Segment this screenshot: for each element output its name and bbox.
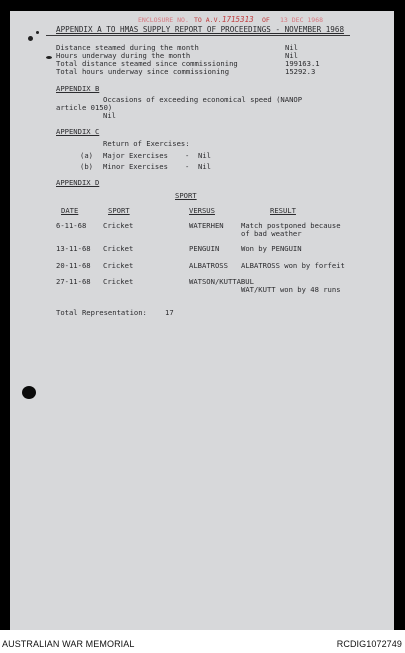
table-cell-result-cont: of bad weather [241,229,302,238]
footer-record-id: RCDIG1072749 [336,639,402,649]
appendix-c-heading: APPENDIX C [56,127,100,136]
punch-hole [22,386,36,399]
table-cell-sport: Cricket [103,221,134,230]
table-cell-date: 13-11-68 [56,244,91,253]
of-label: OF [262,16,270,24]
appendix-c-label-b: Minor Exercises [103,162,168,171]
appendix-c-dash-a: - [185,151,190,160]
to-av-label: TO A.V. [194,16,222,24]
appendix-a-label-3: Total hours underway since commissioning [56,67,230,76]
appendix-c-marker-b: (b) [80,162,93,171]
table-cell-sport: Cricket [103,277,134,286]
strike-line [46,35,350,36]
appendix-c-intro: Return of Exercises: [103,139,190,148]
table-cell-date: 20-11-68 [56,261,91,270]
table-cell-result: ALBATROSS won by forfeit [241,261,345,270]
av-number: 1715313 [222,15,254,24]
table-cell-date: 6-11-68 [56,221,87,230]
appendix-a-value-0: Nil [285,43,298,52]
appendix-a-value-2: 199163.1 [285,59,320,68]
stamp-date: 13 DEC 1968 [280,16,324,24]
footer-bar [0,630,405,653]
ink-speck [36,31,39,34]
appendix-b-heading: APPENDIX B [56,84,100,93]
table-cell-result: Won by PENGUIN [241,244,302,253]
appendix-a-label-2: Total distance steamed since commissioning [56,59,238,68]
appendix-b-line2: article 0150) [56,103,113,112]
sport-heading: SPORT [175,191,197,200]
table-cell-date: 27-11-68 [56,277,91,286]
table-cell-versus: ALBATROSS [189,261,228,270]
column-header-date: DATE [61,206,79,215]
table-cell-versus: PENGUIN [189,244,220,253]
appendix-d-heading: APPENDIX D [56,178,100,187]
appendix-c-value-a: Nil [198,151,211,160]
ink-speck [28,36,33,41]
column-header-versus: VERSUS [189,206,215,215]
appendix-c-value-b: Nil [198,162,211,171]
appendix-b-line1: Occasions of exceeding economical speed (NANOP [103,95,303,104]
appendix-c-marker-a: (a) [80,151,93,160]
total-representation-value: 17 [165,308,174,317]
total-representation-label: Total Representation: [56,308,147,317]
appendix-c-label-a: Major Exercises [103,151,168,160]
page-title: APPENDIX A TO HMAS SUPPLY REPORT OF PROCEEDINGS - NOVEMBER 1968 [56,25,345,34]
appendix-a-label-1: Hours underway during the month [56,51,191,60]
appendix-a-value-3: 15292.3 [285,67,316,76]
table-cell-result: Match postponed because [241,221,341,230]
table-cell-sport: Cricket [103,244,134,253]
appendix-a-value-1: Nil [285,51,298,60]
enclosure-label: ENCLOSURE NO. [138,16,189,24]
appendix-b-value: Nil [103,111,116,120]
table-cell-sport: Cricket [103,261,134,270]
ink-speck [46,56,52,59]
appendix-c-dash-b: - [185,162,190,171]
column-header-result: RESULT [270,206,296,215]
appendix-a-label-0: Distance steamed during the month [56,43,199,52]
table-cell-versus: WATSON/KUTTABUL [189,277,254,286]
table-cell-versus: WATERHEN [189,221,224,230]
footer-source: AUSTRALIAN WAR MEMORIAL [2,639,135,649]
column-header-sport: SPORT [108,206,130,215]
table-cell-result: WAT/KUTT won by 48 runs [241,285,341,294]
